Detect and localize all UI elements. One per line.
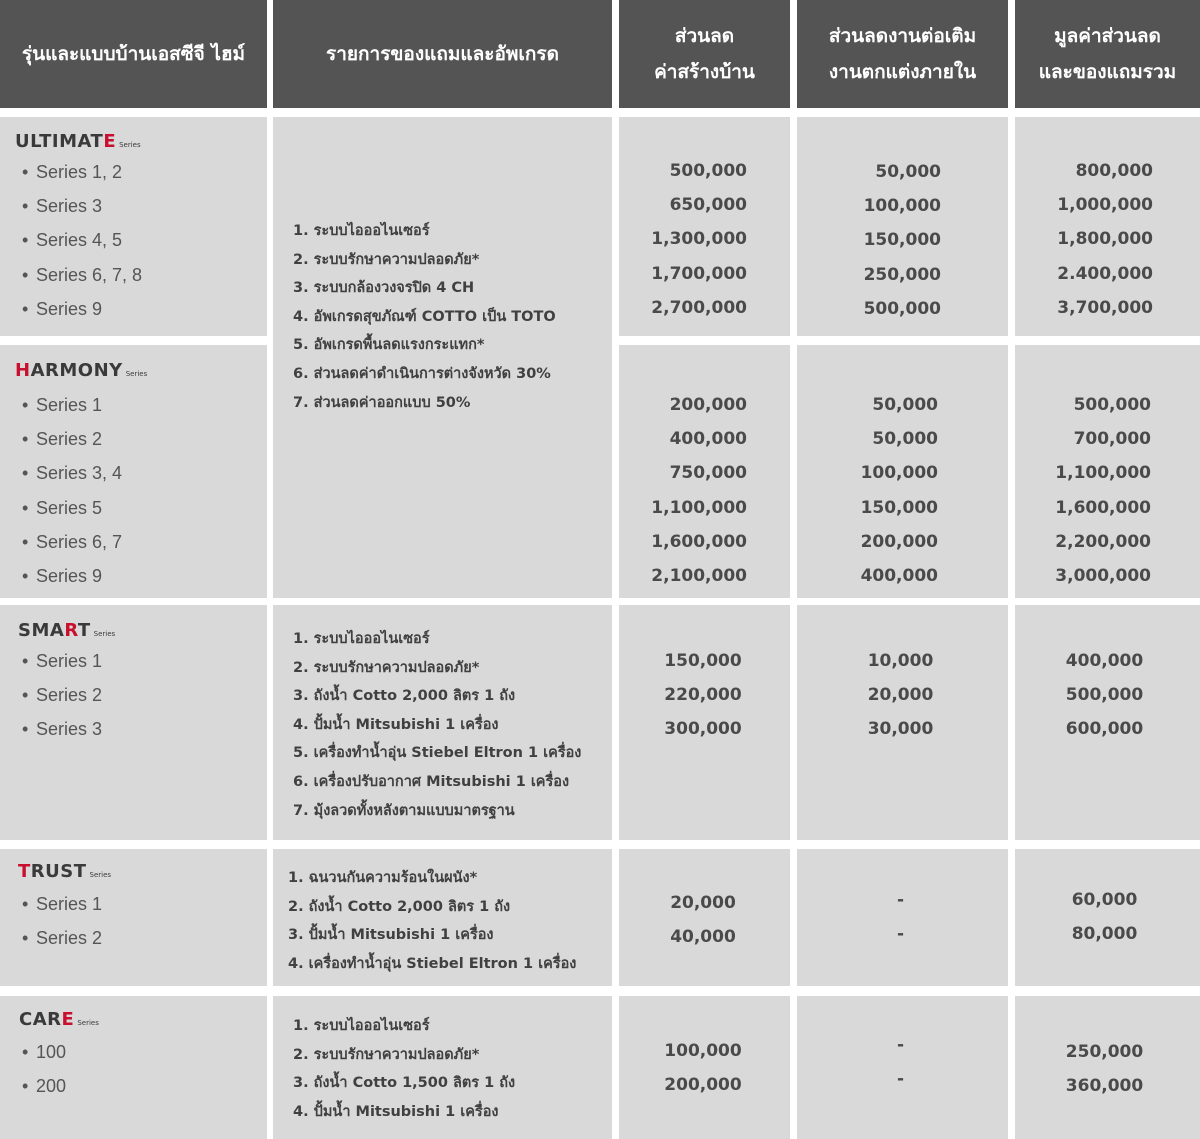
list-item: 2. ระบบรักษาความปลอดภัย* (293, 659, 480, 676)
list-item: 3,700,000 (1057, 297, 1153, 318)
model-label: Series 1 (36, 395, 103, 415)
model-label: Series 9 (36, 565, 103, 586)
ultimate-series-title (15, 131, 141, 152)
list-item: 3. ปั้มน้ำ Mitsubishi 1 เครื่อง (288, 927, 494, 944)
list-item: - (896, 1069, 905, 1090)
smart-model-cell (0, 605, 267, 840)
care-construction-list (619, 1034, 790, 1102)
bullet-icon: • (22, 651, 29, 671)
list-item: 400,000 (1065, 651, 1144, 671)
list-item: 1,300,000 (651, 229, 747, 250)
list-item: 80,000 (1071, 924, 1138, 945)
bullet-icon: • (22, 162, 29, 182)
list-item: 200,000 (664, 1075, 742, 1096)
list-item (22, 525, 122, 559)
harmony-model-cell (0, 345, 267, 598)
header-model-line-1: รุ่นและแบบบ้านเอสซีจี ไฮม์ (21, 43, 246, 65)
bullet-icon: • (22, 298, 29, 319)
trust-construction-list (619, 886, 790, 954)
model-label: Series 2 (36, 928, 103, 949)
list-item: 1,600,000 (1055, 497, 1151, 518)
list-item: 20,000 (670, 893, 736, 913)
list-item (22, 921, 102, 955)
list-item: 500,000 (863, 298, 941, 319)
bullet-icon: • (22, 894, 29, 914)
list-item (22, 388, 122, 422)
header-model (0, 0, 267, 108)
trust-items-cell (273, 849, 612, 986)
bullet-icon: • (22, 685, 29, 706)
harmony-construction-cell (619, 345, 790, 598)
model-label: Series 3, 4 (36, 463, 123, 484)
model-label: Series 5 (36, 497, 103, 518)
list-item: 60,000 (1071, 890, 1138, 910)
ultimate-model-list (22, 155, 142, 326)
header-construction-line-1: ส่วนลด (674, 25, 735, 47)
list-item: - (896, 1035, 905, 1055)
model-label: 100 (36, 1042, 67, 1062)
smart-total-cell (1015, 605, 1200, 840)
trust-total-cell (1015, 849, 1200, 986)
harmony-title-accent: H (15, 360, 31, 381)
care-title-main: CAR (19, 1009, 62, 1030)
list-item: 2,200,000 (1055, 531, 1151, 552)
list-item: 5. เครื่องทำน้ำอุ่น Stiebel Eltron 1 เครื่อง (293, 745, 582, 762)
list-item: 6. เครื่องปรับอากาศ Mitsubishi 1 เครื่อง (293, 773, 570, 790)
care-interior-cell (797, 996, 1008, 1139)
list-item: 50,000 (872, 395, 938, 415)
care-interior-list (797, 1028, 1008, 1096)
list-item: 250,000 (1065, 1042, 1144, 1062)
list-item: 1,000,000 (1057, 195, 1153, 216)
header-total-line-1: มูลค่าส่วนลด (1054, 25, 1161, 47)
list-item: 50,000 (872, 429, 938, 450)
care-total-cell (1015, 996, 1200, 1139)
bullet-icon: • (22, 565, 29, 586)
care-items-list (293, 1012, 515, 1126)
list-item (22, 887, 102, 921)
smart-construction-list (619, 644, 790, 747)
list-item: 7. ส่วนลดค่าออกแบบ 50% (293, 394, 471, 411)
smart-title-main-2: T (77, 620, 91, 641)
bullet-icon: • (22, 497, 29, 518)
list-item: 600,000 (1065, 719, 1144, 740)
list-item: 1. ระบบไอออไนเซอร์ (293, 223, 430, 239)
list-item: 3,000,000 (1055, 565, 1151, 586)
list-item: 1. ฉนวนกันความร้อนในผนัง* (288, 870, 478, 886)
bullet-icon: • (22, 264, 29, 285)
care-title-accent: E (61, 1009, 75, 1030)
header-interior-discount (797, 0, 1008, 108)
smart-interior-list (797, 644, 1008, 747)
trust-items-list (288, 864, 576, 978)
model-label: Series 6, 7 (36, 531, 123, 552)
list-item: 4. อัพเกรดสุขภัณฑ์ COTTO เป็น TOTO (293, 308, 556, 325)
header-interior-line-2: งานตกแต่งภายใน (828, 61, 977, 83)
list-item: 6. ส่วนลดค่าดำเนินการต่างจังหวัด 30% (293, 365, 551, 382)
care-total-list (1015, 1035, 1200, 1103)
list-item (22, 678, 102, 712)
list-item: 200,000 (860, 531, 938, 552)
header-items (273, 0, 612, 108)
bullet-icon: • (22, 531, 29, 552)
list-item: 10,000 (867, 651, 934, 671)
list-item: 3. ถังน้ำ Cotto 1,500 ลิตร 1 ถัง (293, 1075, 516, 1092)
care-construction-cell (619, 996, 790, 1139)
model-label: Series 1 (36, 894, 103, 914)
list-item: 700,000 (1073, 429, 1151, 450)
smart-title-accent: R (64, 620, 78, 641)
trust-model-list (22, 887, 102, 955)
trust-series-title (18, 861, 111, 882)
header-total-value (1015, 0, 1200, 108)
list-item (22, 292, 142, 326)
premium-items-cell (273, 117, 612, 598)
ultimate-total-list (1015, 154, 1200, 325)
list-item (22, 559, 122, 593)
model-label: Series 1, 2 (36, 162, 123, 182)
bullet-icon: • (22, 1042, 29, 1062)
trust-construction-cell (619, 849, 790, 986)
list-item: 250,000 (863, 264, 941, 285)
list-item: 1,100,000 (651, 497, 747, 518)
list-item (22, 456, 122, 490)
list-item (22, 258, 142, 292)
list-item: 300,000 (664, 719, 742, 740)
list-item: 2,700,000 (651, 297, 747, 318)
model-label: Series 1 (36, 651, 103, 671)
ultimate-interior-list (797, 155, 1008, 326)
list-item: 400,000 (860, 565, 938, 586)
list-item (22, 1035, 66, 1069)
list-item: 500,000 (1065, 685, 1144, 706)
list-item: 150,000 (664, 651, 742, 671)
list-item: 100,000 (860, 463, 938, 484)
list-item (22, 155, 142, 189)
smart-model-list (22, 644, 102, 747)
list-item: 30,000 (867, 719, 934, 740)
ultimate-construction-list (619, 154, 790, 325)
list-item: 7. มุ้งลวดทั้งหลังตามแบบมาตรฐาน (293, 802, 515, 819)
care-model-cell (0, 996, 267, 1139)
list-item: 2.400,000 (1057, 263, 1153, 284)
list-item: 4. ปั้มน้ำ Mitsubishi 1 เครื่อง (293, 716, 499, 733)
header-total-line-2: และของแถมรวม (1038, 61, 1177, 83)
bullet-icon: • (22, 196, 29, 217)
ultimate-interior-cell (797, 117, 1008, 336)
care-series-title (19, 1009, 99, 1030)
list-item: 2. ระบบรักษาความปลอดภัย* (293, 1046, 480, 1063)
model-label: 200 (36, 1076, 67, 1097)
premium-items-list (293, 217, 556, 417)
list-item: 3. ถังน้ำ Cotto 2,000 ลิตร 1 ถัง (293, 688, 516, 705)
list-item: 2,100,000 (651, 565, 747, 586)
smart-title-main-1: SMA (18, 620, 65, 641)
bullet-icon: • (22, 928, 29, 949)
model-label: Series 2 (36, 429, 103, 450)
trust-title-main: RUST (30, 861, 87, 882)
trust-title-accent: T (18, 861, 31, 882)
list-item: - (896, 924, 905, 945)
trust-title-suffix: Series (89, 871, 112, 879)
list-item: 20,000 (867, 685, 934, 706)
smart-interior-cell (797, 605, 1008, 840)
model-label: Series 4, 5 (36, 230, 123, 251)
ultimate-title-suffix: Series (119, 141, 141, 149)
smart-title-suffix: Series (93, 630, 116, 638)
list-item: 200,000 (669, 395, 747, 415)
model-label: Series 3 (36, 719, 103, 740)
list-item: 220,000 (664, 685, 742, 706)
ultimate-title-main: ULTIMAT (15, 131, 104, 152)
list-item (22, 491, 122, 525)
trust-interior-cell (797, 849, 1008, 986)
list-item: 4. เครื่องทำน้ำอุ่น Stiebel Eltron 1 เครื่อง (288, 955, 577, 972)
care-title-suffix: Series (77, 1019, 99, 1027)
harmony-interior-cell (797, 345, 1008, 598)
list-item: 2. ระบบรักษาความปลอดภัย* (293, 251, 480, 268)
bullet-icon: • (22, 230, 29, 251)
header-items-line-1: รายการของแถมและอัพเกรด (326, 43, 559, 65)
bullet-icon: • (22, 463, 29, 484)
harmony-construction-list (619, 388, 790, 593)
harmony-series-title (15, 360, 147, 381)
header-construction-discount (619, 0, 790, 108)
header-construction-line-2: ค่าสร้างบ้าน (654, 61, 755, 83)
list-item (22, 712, 102, 746)
list-item: 1,600,000 (651, 531, 747, 552)
list-item: 4. ปั้มน้ำ Mitsubishi 1 เครื่อง (293, 1103, 499, 1120)
list-item: 360,000 (1065, 1076, 1144, 1097)
list-item: 1,100,000 (1055, 463, 1151, 484)
list-item (22, 189, 142, 223)
ultimate-total-cell (1015, 117, 1200, 336)
list-item: 150,000 (863, 230, 941, 251)
model-label: Series 9 (36, 298, 103, 319)
smart-items-cell (273, 605, 612, 840)
care-model-list (22, 1035, 66, 1103)
list-item: 500,000 (669, 161, 747, 181)
harmony-total-cell (1015, 345, 1200, 598)
model-label: Series 2 (36, 685, 103, 706)
list-item: 100,000 (863, 196, 941, 217)
list-item: 1. ระบบไอออไนเซอร์ (293, 631, 430, 647)
list-item: - (896, 890, 905, 910)
list-item: 2. ถังน้ำ Cotto 2,000 ลิตร 1 ถัง (288, 898, 511, 915)
list-item: 400,000 (669, 429, 747, 450)
care-items-cell (273, 996, 612, 1139)
list-item: 100,000 (664, 1041, 742, 1061)
list-item: 3. ระบบกล้องวงจรปิด 4 CH (293, 280, 475, 297)
bullet-icon: • (22, 395, 29, 415)
bullet-icon: • (22, 719, 29, 740)
list-item (22, 644, 102, 678)
harmony-interior-list (797, 388, 1008, 593)
list-item: 50,000 (875, 162, 941, 182)
list-item: 40,000 (670, 927, 736, 948)
list-item: 1. ระบบไอออไนเซอร์ (293, 1018, 430, 1034)
smart-total-list (1015, 644, 1200, 747)
harmony-total-list (1015, 388, 1200, 593)
bullet-icon: • (22, 429, 29, 450)
harmony-title-main: ARMONY (30, 360, 123, 381)
trust-interior-list (797, 883, 1008, 951)
list-item: 150,000 (860, 497, 938, 518)
smart-items-list (293, 625, 581, 825)
model-label: Series 6, 7, 8 (36, 264, 143, 285)
bullet-icon: • (22, 1076, 29, 1097)
ultimate-construction-cell (619, 117, 790, 336)
list-item: 650,000 (669, 195, 747, 216)
ultimate-title-accent: E (103, 131, 117, 152)
list-item: 1,800,000 (1057, 229, 1153, 250)
model-label: Series 3 (36, 196, 103, 217)
harmony-model-list (22, 388, 122, 593)
list-item: 750,000 (669, 463, 747, 484)
list-item (22, 422, 122, 456)
list-item: 500,000 (1073, 395, 1151, 415)
list-item (22, 1069, 66, 1103)
trust-total-list (1015, 883, 1200, 951)
list-item: 1,700,000 (651, 263, 747, 284)
ultimate-model-cell (0, 117, 267, 336)
list-item: 800,000 (1075, 161, 1153, 181)
trust-model-cell (0, 849, 267, 986)
list-item: 5. อัพเกรดพื้นลดแรงกระแทก* (293, 337, 485, 354)
header-interior-line-1: ส่วนลดงานต่อเติม (828, 25, 977, 47)
smart-construction-cell (619, 605, 790, 840)
smart-series-title (18, 620, 115, 641)
list-item (22, 223, 142, 257)
harmony-title-suffix: Series (125, 370, 148, 378)
